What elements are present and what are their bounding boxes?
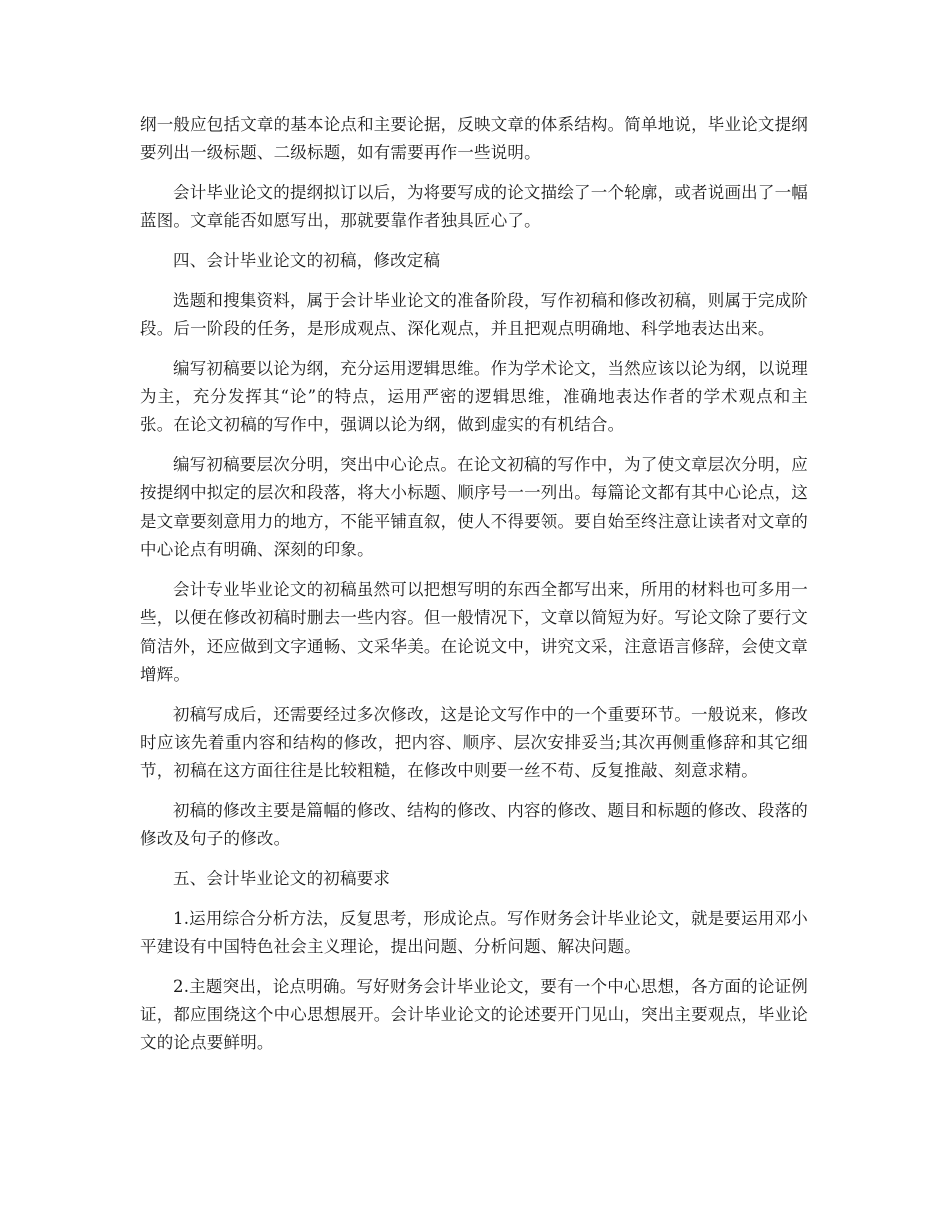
document-body (140, 111, 808, 1069)
list-item-requirement-1: 1.运用综合分析方法，反复思考，形成论点。写作财务会计毕业论文，就是要运用邓小平建设有中国特色社会主义理论，提出问题、分析问题、解决问题。 (140, 908, 808, 957)
paragraph-revision-scope: 初稿的修改主要是篇幅的修改、结构的修改、内容的修改、题目和标题的修改、段落的修改及句子的修改。 (140, 801, 808, 849)
paragraph-revisions: 初稿写成后，还需要经过多次修改，这是论文写作中的一个重要环节。一般说来，修改时应该先着重内容和结构的修改，把内容、顺序、层次安排妥当;其次再侧重修辞和其它细节，初稿在这方面往往是比较粗糙，在修改中则要一丝不苟、反复推敲、刻意求精。 (140, 704, 808, 781)
paragraph-outline-continuation: 纲一般应包括文章的基本论点和主要论据，反映文章的体系结构。简单地说，毕业论文提纲要列出一级标题、二级标题，如有需要再作一些说明。 (140, 115, 808, 163)
section-heading-draft-requirements: 五、会计毕业论文的初稿要求 (173, 869, 391, 889)
paragraph-logic: 编写初稿要以论为纲，充分运用逻辑思维。作为学术论文，当然应该以论为纲，以说理为主，充分发挥其“论”的特点，运用严密的逻辑思维，准确地表达作者的学术观点和主张。在论文初稿的写作中，强调以论为纲，做到虚实的有机结合。 (140, 358, 808, 435)
paragraph-concise: 会计专业毕业论文的初稿虽然可以把想写明的东西全都写出来，所用的材料也可多用一些，以便在修改初稿时删去一些内容。但一般情况下，文章以简短为好。写论文除了要行文简洁外，还应做到文字通畅、文采华美。在论说文中，讲究文采，注意语言修辞，会使文章增辉。 (140, 579, 808, 685)
paragraph-draft-stage: 选题和搜集资料，属于会计毕业论文的准备阶段，写作初稿和修改初稿，则属于完成阶段。后一阶段的任务，是形成观点、深化观点，并且把观点明确地、科学地表达出来。 (140, 290, 808, 338)
section-heading-draft-revision: 四、会计毕业论文的初稿，修改定稿 (173, 251, 441, 270)
paragraph-hierarchy: 编写初稿要层次分明，突出中心论点。在论文初稿的写作中，为了使文章层次分明，应按提纲中拟定的层次和段落，将大小标题、顺序号一一列出。每篇论文都有其中心论点，这是文章要刻意用力的地方，不能平铺直叙，使人不得要领。要自始至终注意让读者对文章的中心论点有明确、深刻的印象。 (140, 455, 808, 560)
list-item-requirement-2: 2.主题突出，论点明确。写好财务会计毕业论文，要有一个中心思想，各方面的论证例证，都应围绕这个中心思想展开。会计毕业论文的论述要开门见山，突出主要观点，毕业论文的论点要鲜明。 (140, 976, 808, 1053)
paragraph-outline-blueprint: 会计毕业论文的提纲拟订以后，为将要写成的论文描绘了一个轮廓，或者说画出了一幅蓝图。文章能否如愿写出，那就要靠作者独具匠心了。 (140, 183, 808, 231)
